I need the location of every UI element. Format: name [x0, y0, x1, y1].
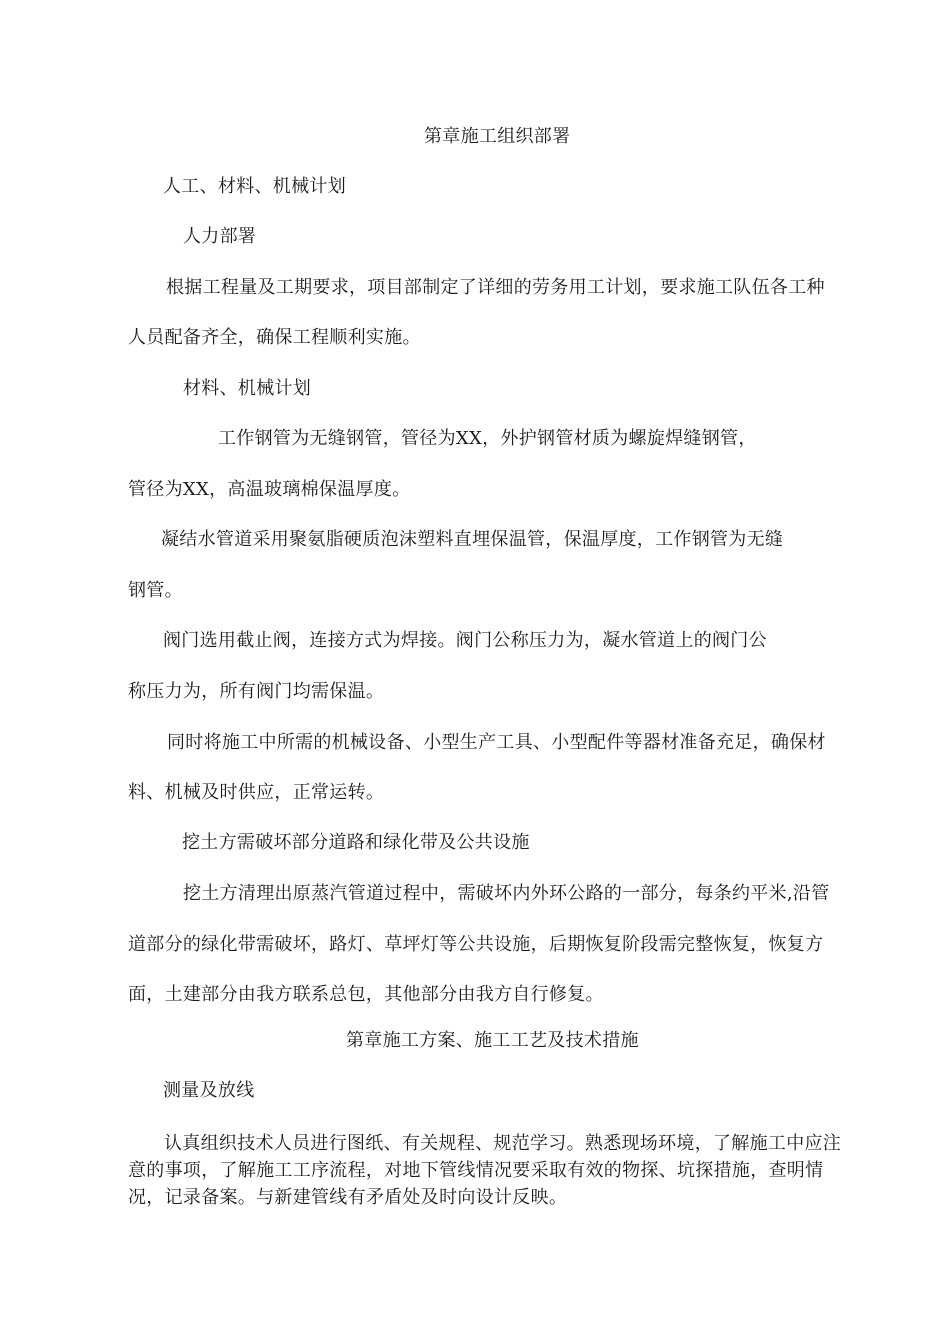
chapter-title: 第章施工方案、施工工艺及技术措施: [346, 1030, 639, 1051]
subsection-heading: 人力部署: [183, 226, 257, 247]
paragraph-line: 道部分的绿化带需破坏，路灯、草坪灯等公共设施，后期恢复阶段需完整恢复，恢复方: [128, 934, 824, 955]
paragraph-line: 钢管。: [128, 580, 183, 601]
subsection-heading: 挖土方需破坏部分道路和绿化带及公共设施: [182, 832, 530, 853]
paragraph-line: 管径为XX，高温玻璃棉保温厚度。: [128, 479, 411, 500]
paragraph-line: 称压力为，所有阀门均需保温。: [128, 681, 385, 702]
section-heading: 测量及放线: [163, 1080, 255, 1101]
paragraph-line: 料、机械及时供应，正常运转。: [128, 782, 385, 803]
paragraph-line: 工作钢管为无缝钢管，管径为XX，外护钢管材质为螺旋焊缝钢管，: [218, 428, 757, 449]
paragraph-line: 面，土建部分由我方联系总包，其他部分由我方自行修复。: [128, 984, 604, 1005]
paragraph-line: 人员配备齐全，确保工程顺利实施。: [128, 327, 421, 348]
paragraph-line: 根据工程量及工期要求，项目部制定了详细的劳务用工计划，要求施工队伍各工种: [166, 277, 825, 298]
subsection-heading: 材料、机械计划: [183, 378, 312, 399]
section-heading: 人工、材料、机械计划: [163, 176, 346, 197]
paragraph: 认真组织技术人员进行图纸、有关规程、规范学习。熟悉现场环境，了解施工中应注意的事项，了解施工工序流程，对地下管线情况要采取有效的物探、坑探措施，查明情况，记录备案。与新建管线有矛盾处及时向设计反映。: [128, 1133, 842, 1208]
chapter-title: 第章施工组织部署: [424, 126, 571, 147]
paragraph-line: 同时将施工中所需的机械设备、小型生产工具、小型配件等器材准备充足，确保材: [167, 732, 826, 753]
paragraph-line: 阀门选用截止阀，连接方式为焊接。阀门公称压力为，凝水管道上的阀门公: [163, 630, 767, 651]
paragraph-line: 挖土方清理出原蒸汽管道过程中，需破坏内外环公路的一部分，每条约平米,沿管: [183, 883, 830, 904]
paragraph-line: 凝结水管道采用聚氨脂硬质泡沫塑料直埋保温管，保温厚度，工作钢管为无缝: [161, 529, 784, 550]
